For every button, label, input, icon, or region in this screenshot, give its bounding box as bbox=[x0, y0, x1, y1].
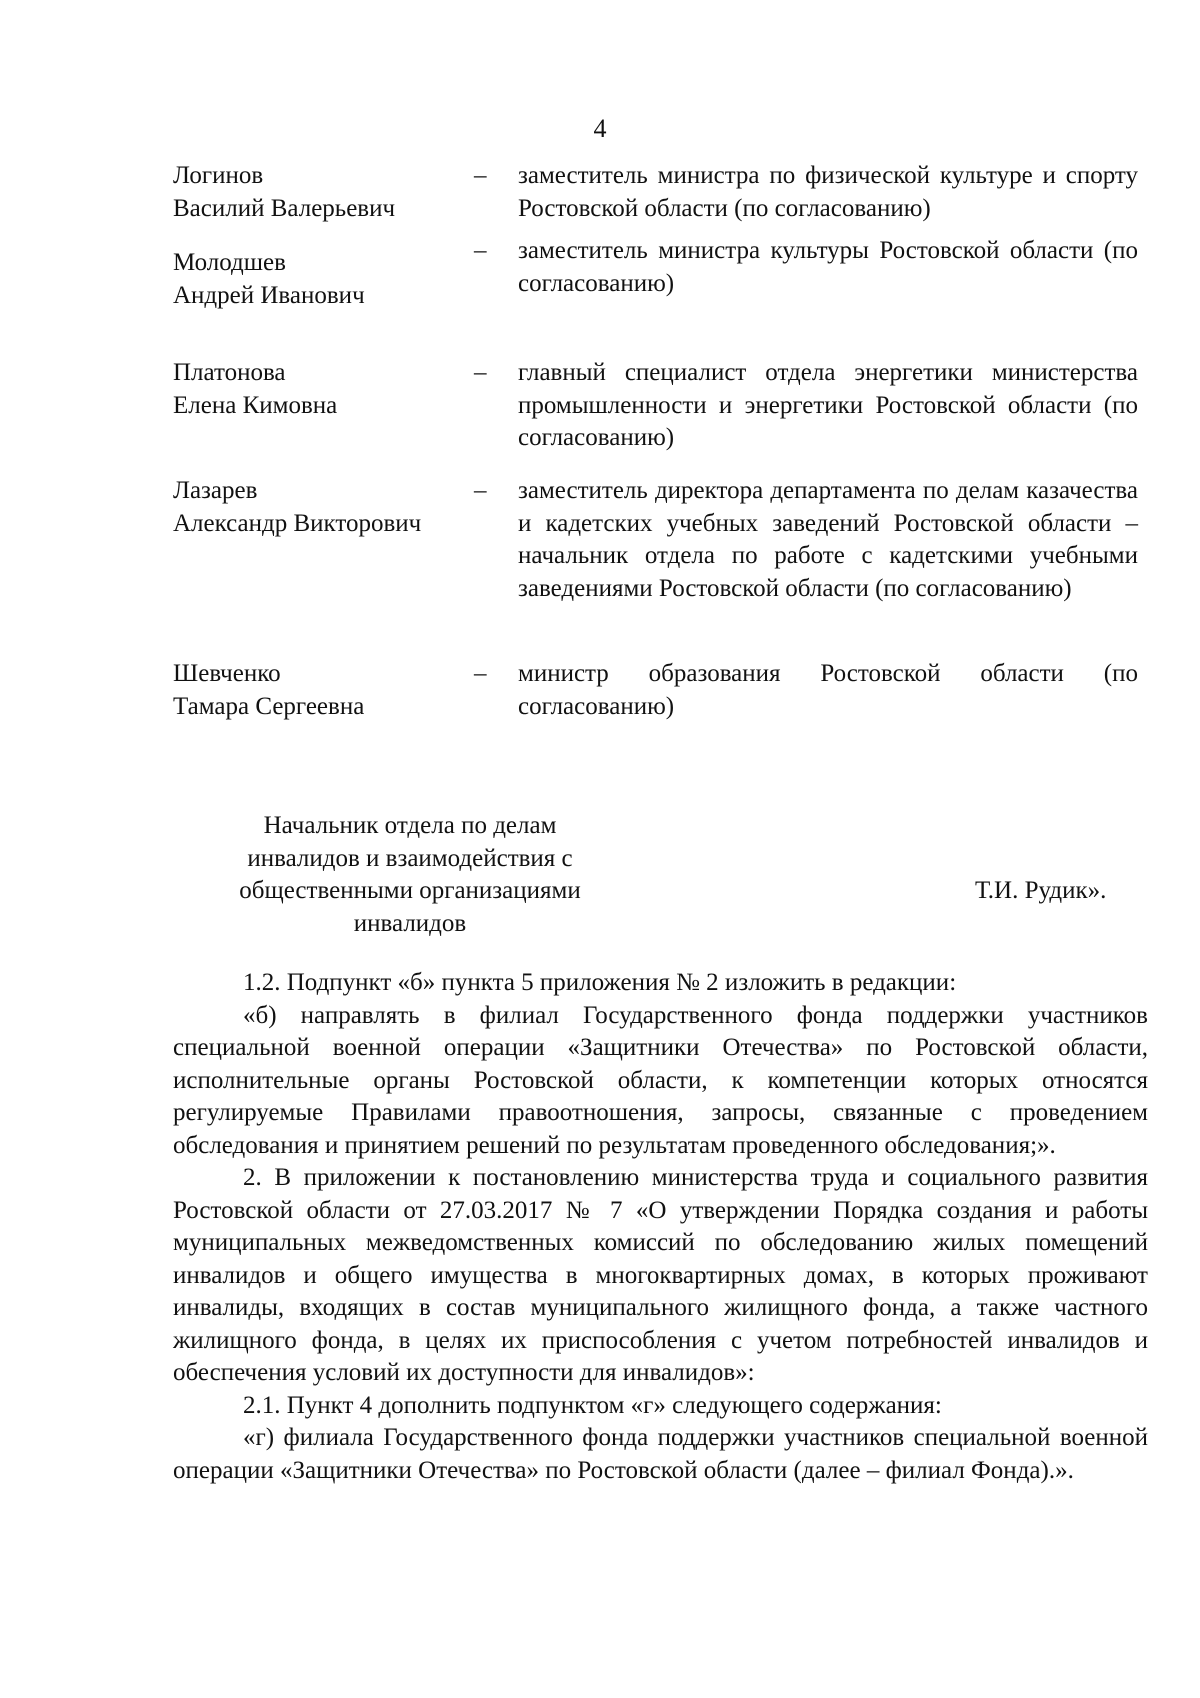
paragraph: «б) направлять в филиал Государственного фонда поддержки участников специальной военной операции «Защитники Отечества» по Ростовской области, исполнительные органы Ростовской области, к компетенции которых относятся регулируемые Правилами правоотношения, запросы, связанные с проведением обследования и принятием решений по результатам проведенного обследования;». bbox=[173, 1001, 1148, 1159]
member-entry bbox=[173, 475, 1138, 658]
member-surname: Лазарев bbox=[173, 477, 258, 504]
member-given-names: Тамара Сергеевна bbox=[173, 692, 365, 720]
member-dash: – bbox=[474, 477, 487, 504]
member-dash: – bbox=[474, 237, 487, 264]
member-name bbox=[173, 475, 463, 540]
member-surname: Молодшев bbox=[173, 249, 286, 276]
member-given-names: Василий Валерьевич bbox=[173, 194, 396, 222]
signatory-position-line: Начальник отдела по делам bbox=[263, 812, 557, 839]
member-entry bbox=[173, 160, 1138, 235]
paragraph: 2. В приложении к постановлению министерства труда и социального развития Ростовской области от 27.03.2017 № 7 «О утверждении Порядка создания и работы муниципальных межведомственных комиссий по обследованию жилых помещений инвалидов и общего имущества в многоквартирных домах, в которых проживают инвалиды, входящих в состав муниципального жилищного фонда, а также частного жилищного фонда, в целях их приспособления с учетом потребностей инвалидов и обеспечения условий их доступности для инвалидов»: bbox=[173, 1164, 1148, 1386]
page-number: 4 bbox=[593, 114, 607, 143]
paragraph: «г) филиала Государственного фонда поддержки участников специальной военной операции «Защитники Отечества» по Ростовской области (далее – филиал Фонда).». bbox=[173, 1424, 1148, 1484]
paragraph: 2.1. Пункт 4 дополнить подпунктом «г» следующего содержания: bbox=[243, 1391, 942, 1419]
member-role: заместитель министра культуры Ростовской области (по согласованию) bbox=[518, 237, 1138, 297]
member-surname: Логинов bbox=[173, 162, 264, 189]
member-role: заместитель директора департамента по делам казачества и кадетских учебных заведений Ростовской области – начальник отдела по работе с кадетскими учебными заведениями Ростовской области (по согласованию) bbox=[518, 477, 1138, 602]
member-given-names: Андрей Иванович bbox=[173, 281, 365, 309]
signatory-position-line: инвалидов bbox=[353, 909, 467, 937]
member-given-names: Елена Кимовна bbox=[173, 391, 338, 419]
member-entry bbox=[173, 357, 1138, 475]
member-entry bbox=[173, 235, 1138, 357]
member-name bbox=[173, 357, 463, 422]
signatory-position bbox=[200, 810, 620, 940]
member-dash: – bbox=[474, 359, 487, 386]
member-surname: Шевченко bbox=[173, 660, 281, 687]
member-name bbox=[173, 160, 463, 225]
member-surname: Платонова bbox=[173, 359, 286, 386]
paragraph: 1.2. Подпункт «б» пункта 5 приложения № 2 изложить в редакции: bbox=[243, 969, 957, 996]
signatory-name: Т.И. Рудик». bbox=[975, 877, 1107, 904]
member-dash: – bbox=[474, 162, 487, 189]
commission-members-list bbox=[173, 160, 1138, 728]
member-name bbox=[173, 658, 463, 723]
member-role: главный специалист отдела энергетики министерства промышленности и энергетики Ростовской области (по согласованию) bbox=[518, 359, 1138, 451]
signatory-position-line: инвалидов и взаимодействия с bbox=[247, 844, 573, 872]
signatory-position-line: общественными организациями bbox=[239, 877, 581, 904]
member-role: заместитель министра по физической культуре и спорту Ростовской области (по согласованию) bbox=[518, 162, 1138, 222]
member-given-names: Александр Викторович bbox=[173, 509, 422, 537]
member-name bbox=[173, 247, 463, 312]
member-dash: – bbox=[474, 660, 487, 687]
amendments-text bbox=[173, 967, 1148, 1487]
member-role: министр образования Ростовской области (по согласованию) bbox=[518, 660, 1138, 720]
member-entry bbox=[173, 658, 1138, 728]
